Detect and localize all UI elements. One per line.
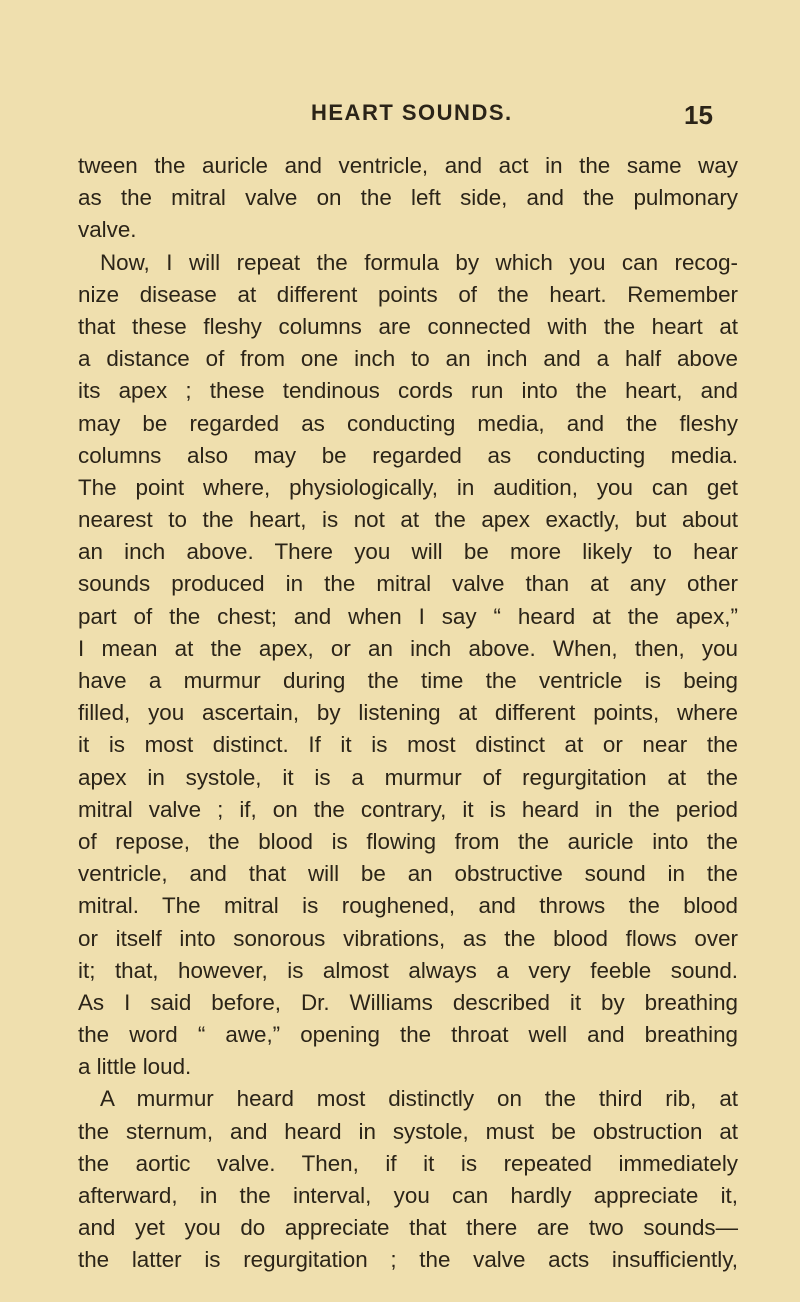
text-line: afterward, in the interval, you can hardly appreciate it, [78,1183,738,1208]
text-line: the aortic valve. Then, if it is repeated immediately [78,1150,738,1176]
text-line: that these fleshy columns are connected with the heart at [78,313,738,339]
text-line: as the mitral valve on the left side, and the pulmonary [78,185,738,211]
text-line: a little loud. [78,1054,192,1080]
text-line: nize disease at different points of the heart. Remember [78,281,738,307]
text-line: may be regarded as conducting media, and the fleshy [78,410,738,436]
text-line: of repose, the blood is flowing from the auricle into the [78,828,738,854]
text-line: its apex ; these tendinous cords run into the heart, and [78,378,738,404]
text-line: filled, you ascertain, by listening at different points, where [78,700,738,726]
page-number: 15 [684,100,713,130]
text-line: part of the chest; and when I say “ heard at the apex,” [78,603,738,629]
text-line: mitral. The mitral is roughened, and throws the blood [78,893,738,919]
text-line: I mean at the apex, or an inch above. When, then, you [78,635,738,661]
text-line: it; that, however, is almost always a very feeble sound. [78,957,738,983]
text-line: and yet you do appreciate that there are two sounds— [78,1215,738,1241]
text-line: it is most distinct. If it is most distinct at or near the [78,732,738,758]
page-header [0,100,800,140]
text-line: apex in systole, it is a murmur of regurgitation at the [78,764,738,790]
text-line: valve. [78,217,137,243]
text-line: ventricle, and that will be an obstructive sound in the [78,861,738,887]
text-line: mitral valve ; if, on the contrary, it is heard in the period [78,796,738,822]
text-line: A murmur heard most distinctly on the third rib, at [100,1086,738,1112]
text-line: or itself into sonorous vibrations, as the blood flows over [78,925,738,951]
text-line: tween the auricle and ventricle, and act in the same way [78,153,738,178]
text-line: sounds produced in the mitral valve than at any other [78,571,738,597]
text-line: As I said before, Dr. Williams described it by breathing [78,989,738,1015]
text-line: a distance of from one inch to an inch and a half above [78,346,738,372]
text-line: Now, I will repeat the formula by which you can recog- [100,249,738,275]
body-text [78,150,738,1277]
text-line: the word “ awe,” opening the throat well and breathing [78,1022,738,1048]
text-line: nearest to the heart, is not at the apex exactly, but about [78,507,738,533]
text-line: an inch above. There you will be more likely to hear [78,539,738,565]
text-line: have a murmur during the time the ventricle is being [78,668,738,693]
text-line: columns also may be regarded as conducting media. [78,442,738,468]
running-title: HEART SOUNDS. [311,100,513,125]
text-line: the latter is regurgitation ; the valve acts insufficiently, [78,1247,738,1273]
text-line: the sternum, and heard in systole, must be obstruction at [78,1118,738,1144]
text-line: The point where, physiologically, in audition, you can get [78,474,738,500]
